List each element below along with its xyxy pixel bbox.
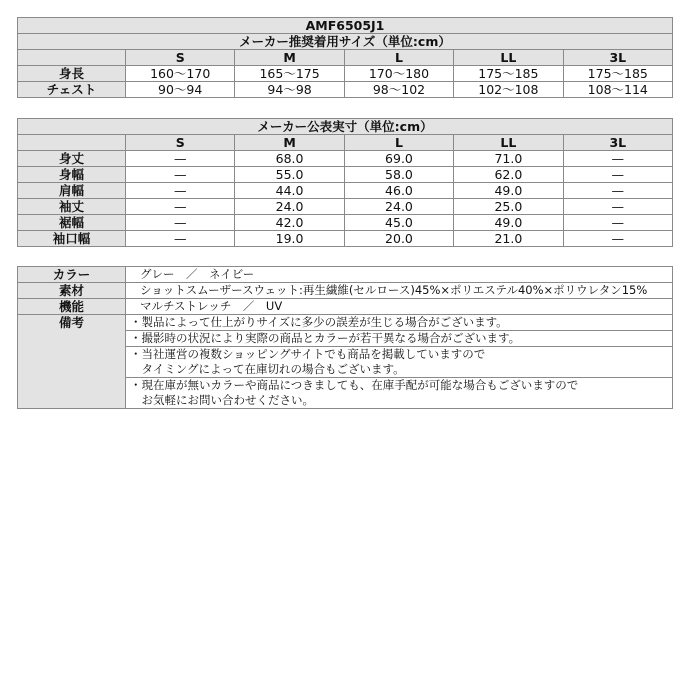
size-header: S (126, 135, 235, 151)
table-cell: 46.0 (344, 183, 453, 199)
size-header: 3L (563, 135, 672, 151)
table-cell: 90～94 (126, 82, 235, 98)
table-cell: 102～108 (454, 82, 563, 98)
note-line: ・現在庫が無いカラーや商品につきましても、在庫手配が可能な場合もございますので (130, 378, 579, 392)
note-item (126, 347, 673, 378)
size-header: S (126, 50, 235, 66)
table-cell: 175～185 (563, 66, 672, 82)
table-cell: 19.0 (235, 231, 344, 247)
table-cell: 24.0 (344, 199, 453, 215)
table-row (18, 215, 673, 231)
table-cell: — (126, 183, 235, 199)
size-header: L (344, 135, 453, 151)
row-label: 身丈 (18, 151, 126, 167)
note-line: ・当社運営の複数ショッピングサイトでも商品を掲載していますので (130, 347, 486, 361)
table-cell: — (563, 231, 672, 247)
table-cell: 69.0 (344, 151, 453, 167)
size-header: 3L (563, 50, 672, 66)
note-line: ・撮影時の状況により実際の商品とカラーが若干異なる場合がございます。 (130, 331, 521, 345)
row-label: 身長 (18, 66, 126, 82)
product-code: AMF6505J1 (18, 18, 673, 34)
table-cell: 94～98 (235, 82, 344, 98)
table-cell: 71.0 (454, 151, 563, 167)
note-line: タイミングによって在庫切れの場合もございます。 (130, 362, 405, 376)
row-label: 裾幅 (18, 215, 126, 231)
table-cell: 58.0 (344, 167, 453, 183)
table-cell: — (563, 215, 672, 231)
table-cell: 45.0 (344, 215, 453, 231)
table-cell: 44.0 (235, 183, 344, 199)
table-cell: — (126, 151, 235, 167)
table-cell: 108～114 (563, 82, 672, 98)
table-cell: 49.0 (454, 183, 563, 199)
notes-label: 備考 (18, 315, 126, 409)
table-row (18, 283, 673, 299)
size-header: M (235, 50, 344, 66)
color-label: カラー (18, 267, 126, 283)
color-value: グレー ／ ネイビー (126, 267, 673, 283)
table-cell: 42.0 (235, 215, 344, 231)
note-line: お気軽にお問い合わせください。 (130, 393, 314, 407)
table-cell: — (563, 183, 672, 199)
function-label: 機能 (18, 299, 126, 315)
corner-cell (18, 135, 126, 151)
table-cell: 175～185 (454, 66, 563, 82)
table-row (18, 299, 673, 315)
table-cell: 55.0 (235, 167, 344, 183)
actual-size-table (17, 118, 673, 247)
table-row (18, 66, 673, 82)
table-row (18, 82, 673, 98)
material-value: ショットスムーザースウェット:再生繊維(セルロース)45%×ポリエステル40%×ポリウレタン15% (126, 283, 673, 299)
table-cell: — (126, 167, 235, 183)
table-row (18, 199, 673, 215)
table-row (18, 167, 673, 183)
function-value: マルチストレッチ ／ UV (126, 299, 673, 315)
note-item (126, 315, 673, 331)
table-cell: 24.0 (235, 199, 344, 215)
table-cell: 20.0 (344, 231, 453, 247)
size-header: L (344, 50, 453, 66)
table-row (18, 183, 673, 199)
product-info-table (17, 266, 673, 409)
table-row (18, 151, 673, 167)
table-cell: 165～175 (235, 66, 344, 82)
table-cell: — (563, 167, 672, 183)
table-cell: 160～170 (126, 66, 235, 82)
material-label: 素材 (18, 283, 126, 299)
note-item (126, 378, 673, 409)
row-label: 袖丈 (18, 199, 126, 215)
table-cell: 68.0 (235, 151, 344, 167)
table-cell: — (126, 199, 235, 215)
table-row (18, 231, 673, 247)
table-cell: 49.0 (454, 215, 563, 231)
table-cell: — (126, 231, 235, 247)
table-cell: 25.0 (454, 199, 563, 215)
table-cell: — (563, 151, 672, 167)
recommended-title: メーカー推奨着用サイズ（単位:cm） (18, 34, 673, 50)
note-item (126, 331, 673, 347)
table-cell: — (126, 215, 235, 231)
row-label: 袖口幅 (18, 231, 126, 247)
row-label: 肩幅 (18, 183, 126, 199)
row-label: 身幅 (18, 167, 126, 183)
note-line: ・製品によって仕上がりサイズに多少の誤差が生じる場合がございます。 (130, 315, 508, 329)
size-header: M (235, 135, 344, 151)
table-cell: 21.0 (454, 231, 563, 247)
table-cell: 62.0 (454, 167, 563, 183)
row-label: チェスト (18, 82, 126, 98)
table-cell: 170～180 (344, 66, 453, 82)
table-row (18, 315, 673, 331)
table-cell: — (563, 199, 672, 215)
recommended-size-table (17, 17, 673, 98)
table-cell: 98～102 (344, 82, 453, 98)
corner-cell (18, 50, 126, 66)
size-header: LL (454, 135, 563, 151)
size-header: LL (454, 50, 563, 66)
table-row (18, 267, 673, 283)
actual-title: メーカー公表実寸（単位:cm） (18, 119, 673, 135)
